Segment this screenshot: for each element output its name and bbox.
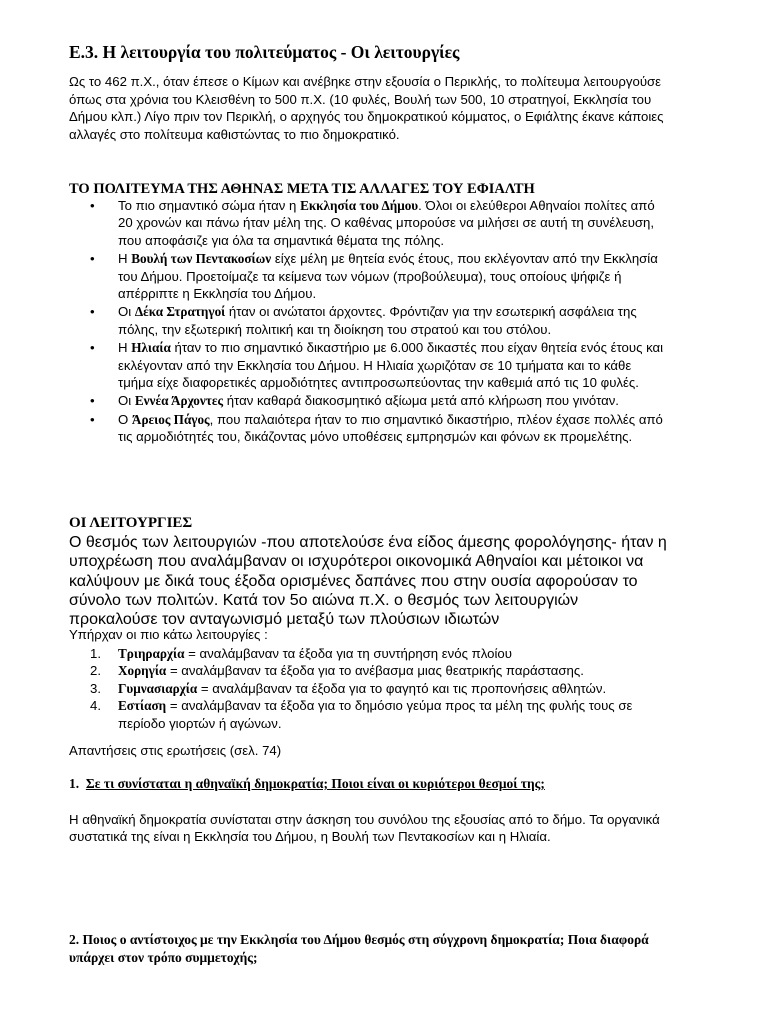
list-item — [90, 197, 670, 249]
item-text: = αναλάμβαναν τα έξοδα για το δημόσιο γεύμα προς τα μέλη της φυλής τους σε περίοδο γιορτών ή αγώνων. — [118, 698, 633, 731]
item-text: , που παλαιότερα ήταν το πιο σημαντικό δικαστήριο, πλέον έχασε πολλές από τις αρμοδιότητές του, δικάζοντας μόνο υποθέσεις εμπρησμών και φόνων εκ προμελέτης. — [118, 411, 663, 445]
item-term: Ηλιαία — [131, 340, 171, 356]
item-number: 2. — [90, 663, 101, 679]
item-term: Γυμνασιαρχία — [118, 680, 198, 696]
item-term: Άρειος Πάγος — [131, 411, 210, 427]
answer-1: Η αθηναϊκή δημοκρατία συνίσταται στην άσκηση του συνόλου της εξουσίας από το δήμο. Τα οργανικά συστατικά της είναι η Εκκλησία του Δήμου, η Βουλή των Πεντακοσίων και η Ηλιαία. — [69, 812, 660, 845]
item-text: Ο — [118, 411, 132, 427]
intro-paragraph: Ως το 462 π.Χ., όταν έπεσε ο Κίμων και ανέβηκε στην εξουσία ο Περικλής, το πολίτευμα λειτουργούσε όπως στα χρόνια του Κλεισθένη το 500 π.Χ. (10 φυλές, Βουλή των 500, 10 στρατηγοί, Εκκλησία του Δήμου κλπ.) Λίγο πριν τον Περικλή, ο αρχηγός του δημοκρατικού κόμματος, ο Εφιάλτης έκανε κάποιες αλλαγές στο πολίτευμα καθιστώντας το πιο δημοκρατικό. — [69, 74, 664, 142]
item-text: = αναλάμβαναν τα έξοδα για το φαγητό και τις προπονήσεις αθλητών. — [197, 680, 607, 696]
item-text: Το πιο σημαντικό σώμα ήταν η — [118, 198, 301, 213]
item-text: . Όλοι οι ελεύθεροι Αθηναίοι πολίτες από 20 χρονών και πάνω ήταν μέλη της. Ο καθένας μπορούσε να μιλήσει σε αυτή τη συνέλευση, που αποφάσιζε για όλα τα σημαντικά θέματα της πόλης. — [118, 198, 655, 248]
item-text: ήταν το πιο σημαντικό δικαστήριο με 6.000 δικαστές που είχαν θητεία ενός έτους και εκλέγονταν από την Εκκλησία του Δήμου. Η Ηλιαία χωριζόταν σε 10 τμήματα και το κάθε τμήμα είχε διαφορετικές αρμοδιότητες αντιπροσωπεύοντας την καθεμιά από τις 10 φυλές. — [118, 340, 664, 391]
list-item — [90, 303, 670, 338]
bullet-icon: • — [90, 251, 95, 267]
list-item — [90, 645, 670, 662]
page-title: Ε.3. Η λειτουργία του πολιτεύματος - Οι λειτουργίες — [69, 42, 460, 62]
answers-heading: Απαντήσεις στις ερωτήσεις (σελ. 74) — [69, 743, 282, 758]
list-item — [90, 680, 670, 697]
item-text: είχε μέλη με θητεία ενός έτους, που εκλέγονταν από την Εκκλησία του Δήμου. Προετοίμαζε τα κείμενα των νόμων (προβούλευμα), τους οποίους ψήφιζε ή απέρριπτε η Εκκλησία του Δήμου. — [118, 251, 658, 302]
bullet-icon: • — [90, 198, 95, 213]
list-item — [90, 392, 670, 409]
bullet-icon: • — [90, 304, 95, 320]
liturgies-list — [90, 645, 670, 732]
item-number: 1. — [90, 646, 101, 661]
item-text: ήταν οι ανώτατοι άρχοντες. Φρόντιζαν για την εσωτερική ασφάλεια της πόλης, την εξωτερική πολιτική και τη διοίκηση του στρατού και του στόλου. — [118, 304, 637, 337]
question-1 — [69, 776, 545, 792]
item-term: Χορηγία — [118, 663, 167, 679]
question-text: Σε τι συνίσταται η αθηναϊκή δημοκρατία; Ποιοι είναι οι κυριότεροι θεσμοί της; — [85, 776, 545, 791]
question-number: 1. — [69, 776, 80, 791]
leitourgies-paragraph: Ο θεσμός των λειτουργιών -που αποτελούσε ένα είδος άμεσης φορολόγησης- ήταν η υποχρέωση που αναλάμβαναν οι ισχυρότεροι οικονομικά Αθηναίοι και μέτοικοι να καλύψουν με δικά τους έξοδα ορισμένες δαπάνες που στην ουσία αφορούσαν το σύνολο των πολιτών. Κατά τον 5ο αιώνα π.Χ. ο θεσμός των λειτουργιών προκαλούσε τον ανταγωνισμό μεταξύ των πλούσιων ιδιωτών — [69, 534, 667, 629]
item-term: Βουλή των Πεντακοσίων — [131, 251, 272, 267]
item-text: Η — [118, 251, 132, 267]
item-text: Οι — [118, 393, 135, 409]
section-heading-leitourgies: ΟΙ ΛΕΙΤΟΥΡΓΙΕΣ — [69, 515, 193, 531]
section-heading-politeuma: ΤΟ ΠΟΛΙΤΕΥΜΑ ΤΗΣ ΑΘΗΝΑΣ ΜΕΤΑ ΤΙΣ ΑΛΛΑΓΕΣ ΤΟΥ ΕΦΙΑΛΤΗ — [69, 181, 535, 197]
item-term: Δέκα Στρατηγοί — [134, 304, 226, 320]
bullet-icon: • — [90, 340, 95, 356]
list-item — [90, 250, 670, 302]
item-text: = αναλάμβαναν τα έξοδα για το ανέβασμα μιας θεατρικής παράστασης. — [166, 663, 584, 679]
item-text: = αναλάμβαναν τα έξοδα για τη συντήρηση ενός πλοίου — [184, 646, 512, 661]
item-number: 4. — [90, 698, 101, 714]
item-text: ήταν καθαρά διακοσμητικό αξίωμα μετά από κλήρωση που γινόταν. — [223, 393, 619, 409]
item-number: 3. — [90, 680, 101, 696]
item-term: Εκκλησία του Δήμου — [300, 198, 419, 213]
item-text: Οι — [118, 304, 135, 320]
question-2: 2. Ποιος ο αντίστοιχος με την Εκκλησία του Δήμου θεσμός στη σύγχρονη δημοκρατία; Ποια διαφορά υπάρχει στον τρόπο συμμετοχής; — [69, 932, 649, 965]
list-item — [90, 662, 670, 679]
item-term: Τριηραρχία — [118, 646, 185, 661]
bullet-icon: • — [90, 411, 95, 427]
institutions-list — [90, 197, 670, 447]
list-item — [90, 697, 670, 732]
item-term: Εστίαση — [118, 698, 167, 714]
bullet-icon: • — [90, 393, 95, 409]
list-intro: Υπήρχαν οι πιο κάτω λειτουργίες : — [69, 627, 268, 642]
list-item — [90, 339, 670, 391]
list-item — [90, 411, 670, 446]
item-text: Η — [118, 340, 132, 356]
item-term: Εννέα Άρχοντες — [134, 393, 224, 409]
